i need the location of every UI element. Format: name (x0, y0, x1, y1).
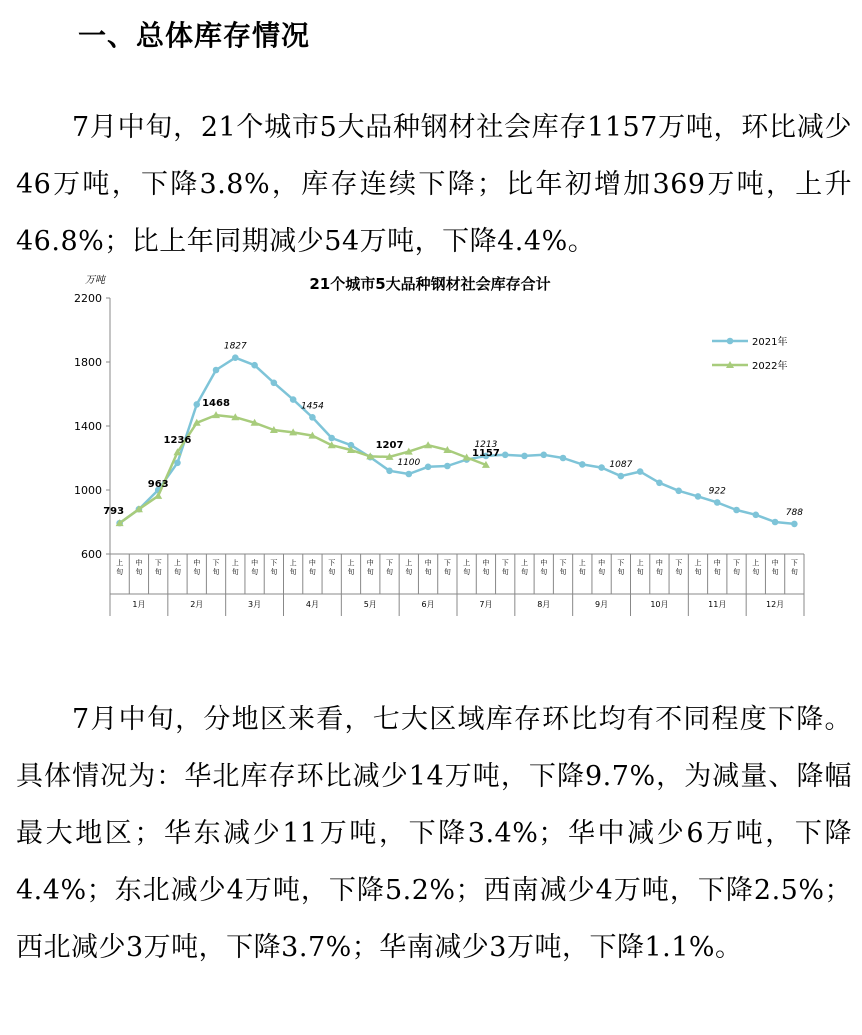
month-label: 10月 (650, 600, 669, 609)
month-label: 4月 (305, 600, 319, 609)
data-point (772, 519, 779, 526)
y-tick-label: 1400 (74, 420, 102, 433)
legend-label: 2021年 (752, 337, 788, 348)
data-label: 1827 (223, 341, 247, 352)
data-point (444, 463, 451, 470)
x-tick-label: 下旬 (328, 559, 336, 576)
y-axis-ticks (74, 292, 110, 561)
x-tick-label: 下旬 (733, 559, 741, 576)
paragraph-total-inventory: 7月中旬，21个城市5大品种钢材社会库存1157万吨，环比减少46万吨，下降3.8%，库存连续下降；比年初增加369万吨，上升46.8%；比上年同期减少54万吨，下降4.4%。 (16, 112, 852, 257)
series-lines (103, 342, 803, 528)
x-tick-label: 上旬 (405, 559, 413, 576)
data-label: 1454 (300, 401, 324, 412)
x-axis-categories (116, 554, 804, 616)
y-tick-label: 1800 (74, 356, 102, 369)
x-tick-label: 下旬 (212, 559, 220, 576)
x-tick-label: 上旬 (578, 559, 586, 576)
data-label: 793 (103, 506, 125, 518)
data-label: 1087 (609, 460, 633, 471)
data-point (290, 396, 297, 403)
x-tick-label: 中旬 (308, 559, 316, 576)
x-tick-label: 中旬 (482, 559, 490, 576)
x-tick-label: 中旬 (540, 559, 548, 576)
y-tick-label: 600 (81, 548, 102, 561)
data-point (637, 468, 644, 475)
data-label: 1100 (397, 458, 421, 468)
chart-title: 21个城市5大品种钢材社会库存合计 (309, 275, 551, 293)
x-tick-label: 中旬 (366, 559, 374, 576)
x-tick-label: 中旬 (713, 559, 721, 576)
data-point (425, 464, 432, 471)
data-label: 1157 (471, 447, 500, 459)
x-tick-label: 中旬 (135, 559, 143, 576)
x-tick-label: 中旬 (193, 559, 201, 576)
data-point (714, 499, 721, 506)
inventory-line-chart (0, 262, 862, 622)
x-tick-label: 下旬 (154, 559, 162, 576)
x-tick-label: 下旬 (443, 559, 451, 576)
paragraph-regional-inventory: 7月中旬，分地区来看，七大区域库存环比均有不同程度下降。具体情况为：华北库存环比减少14万吨，下降9.7%，为减量、降幅最大地区；华东减少11万吨，下降3.4%；华中减少6万吨，下降4.4%；东北减少4万吨，下降5.2%；西南减少4万吨，下降2.5%；西北减少3万吨，下降3.7%；华南减少3万吨，下降1.1%。 (16, 704, 852, 963)
series-line-1 (120, 415, 486, 523)
data-point (598, 464, 605, 471)
x-tick-label: 上旬 (231, 559, 239, 576)
data-point (328, 435, 335, 442)
data-point (791, 521, 798, 528)
data-point (579, 461, 586, 468)
data-point (386, 468, 393, 475)
x-tick-label: 下旬 (270, 559, 278, 576)
data-point (309, 414, 316, 421)
legend-marker (727, 338, 734, 345)
data-point (232, 354, 239, 361)
month-label: 9月 (595, 600, 609, 609)
month-label: 8月 (537, 600, 551, 609)
data-point (675, 488, 682, 495)
y-tick-label: 1000 (74, 484, 102, 497)
x-tick-label: 中旬 (655, 559, 663, 576)
data-point (193, 401, 200, 408)
x-tick-label: 下旬 (617, 559, 625, 576)
data-label: 1207 (375, 439, 404, 451)
x-tick-label: 上旬 (116, 559, 124, 576)
x-tick-label: 上旬 (347, 559, 355, 576)
x-tick-label: 中旬 (251, 559, 259, 576)
data-label: 1236 (163, 435, 192, 447)
x-tick-label: 下旬 (386, 559, 394, 576)
x-tick-label: 上旬 (636, 559, 644, 576)
x-tick-label: 下旬 (501, 559, 509, 576)
x-tick-label: 上旬 (289, 559, 297, 576)
x-tick-label: 下旬 (559, 559, 567, 576)
x-tick-label: 下旬 (675, 559, 683, 576)
data-label: 1213 (474, 439, 498, 450)
x-tick-label: 上旬 (520, 559, 528, 576)
data-label: 963 (147, 478, 169, 490)
month-label: 3月 (248, 600, 262, 609)
data-point (271, 380, 278, 387)
x-tick-label: 中旬 (771, 559, 779, 576)
month-label: 11月 (708, 600, 727, 609)
data-point (406, 471, 413, 478)
x-tick-label: 中旬 (598, 559, 606, 576)
month-label: 7月 (479, 600, 493, 609)
data-point (251, 362, 258, 369)
section-heading: 一、总体库存情况 (78, 19, 311, 52)
month-label: 6月 (421, 600, 435, 609)
month-label: 5月 (363, 600, 377, 609)
data-point (502, 452, 509, 459)
x-tick-label: 上旬 (694, 559, 702, 576)
data-point (540, 452, 547, 459)
month-label: 1月 (132, 600, 146, 609)
month-label: 2月 (190, 600, 204, 609)
data-point (695, 493, 702, 500)
data-point (656, 480, 663, 487)
data-point (753, 512, 760, 519)
data-point (560, 455, 567, 462)
x-tick-label: 下旬 (790, 559, 798, 576)
data-point (213, 367, 220, 374)
data-point (733, 507, 740, 514)
x-tick-label: 上旬 (173, 559, 181, 576)
x-tick-label: 上旬 (752, 559, 760, 576)
data-label: 922 (708, 486, 726, 497)
data-label: 1468 (202, 398, 230, 410)
data-label: 788 (785, 507, 803, 518)
x-tick-label: 中旬 (424, 559, 432, 576)
series-line-0 (120, 358, 795, 524)
y-axis-unit-label: 万吨 (85, 275, 105, 286)
data-point (618, 473, 625, 480)
x-tick-label: 上旬 (463, 559, 471, 576)
legend-label: 2022年 (752, 361, 788, 372)
chart-legend (712, 335, 787, 372)
month-label: 12月 (765, 600, 785, 609)
data-point (521, 453, 528, 460)
y-tick-label: 2200 (74, 292, 102, 305)
